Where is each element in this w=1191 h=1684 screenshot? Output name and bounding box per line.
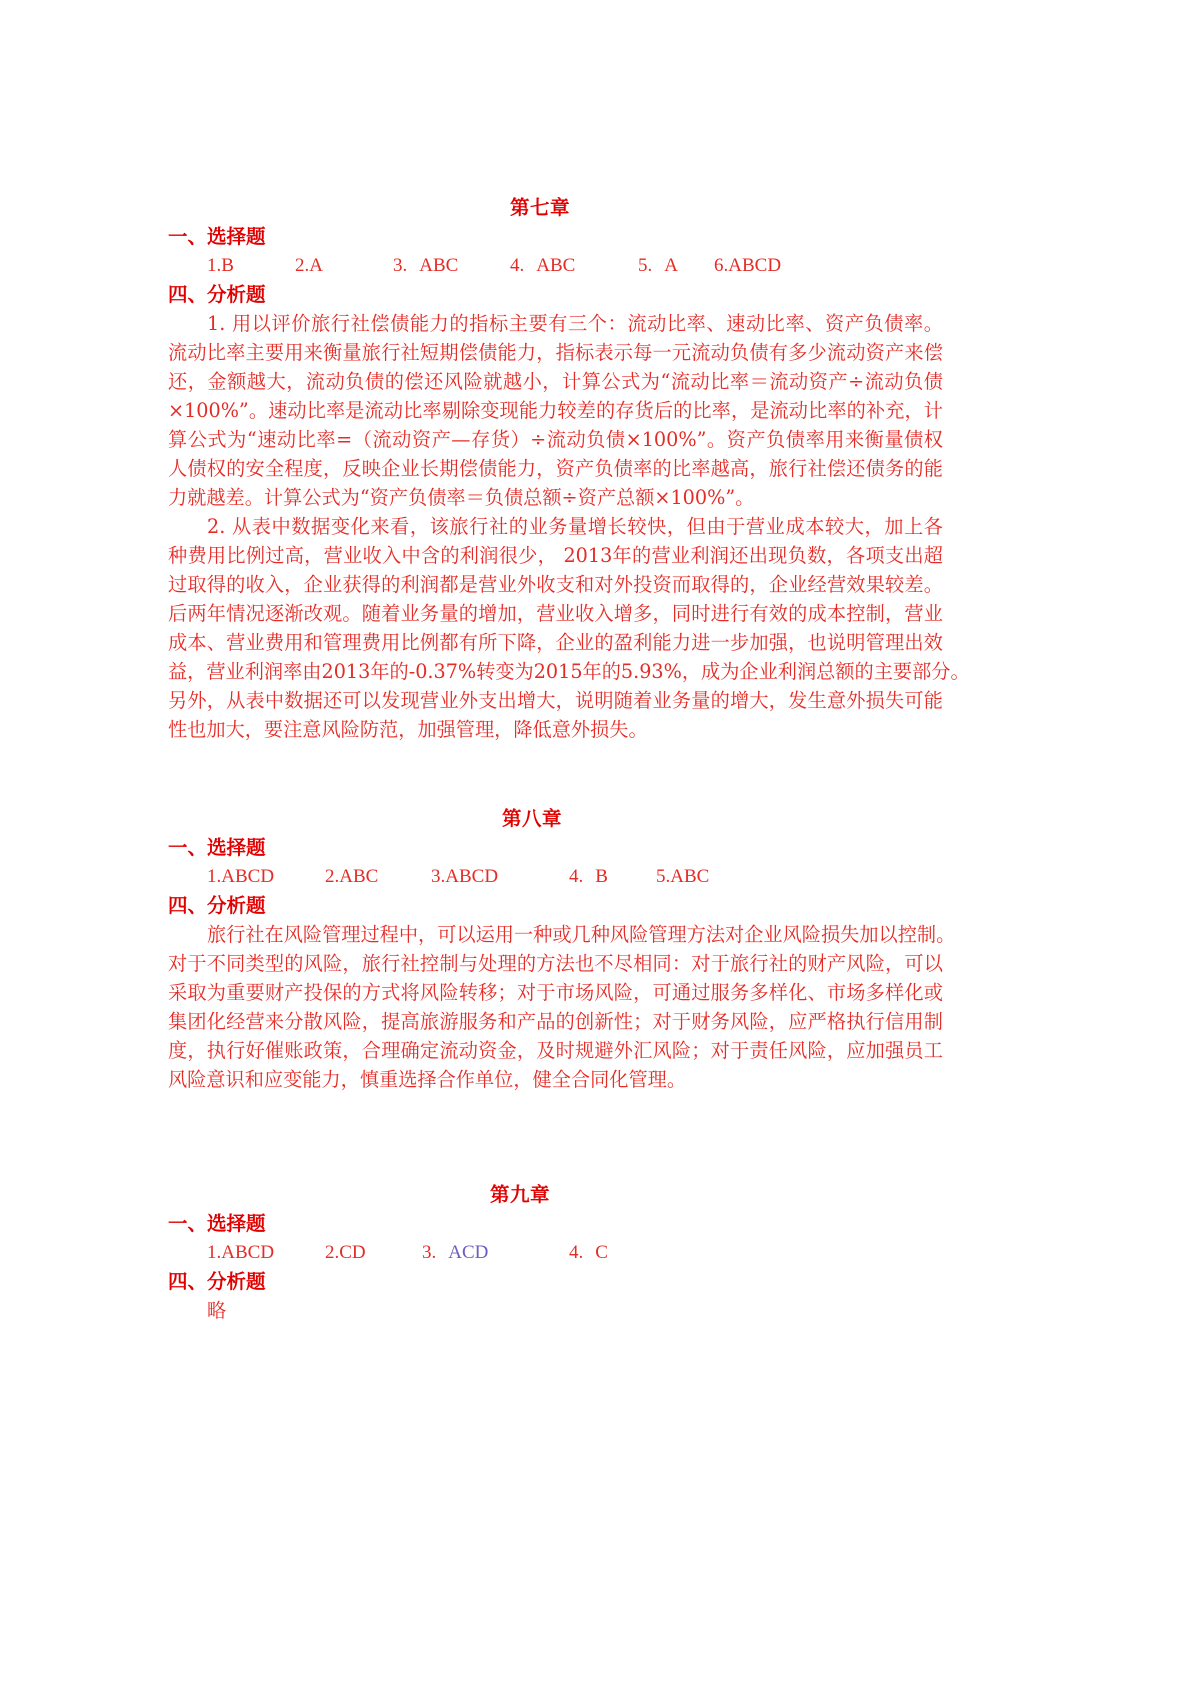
answer-item (510, 251, 575, 280)
answer-item (714, 251, 781, 280)
analysis-heading: 四、分析题 (168, 1270, 266, 1293)
chapter-title-row (168, 193, 943, 222)
paragraph (168, 512, 970, 744)
answer-item (325, 862, 378, 891)
chapter-title: 第七章 (510, 196, 571, 219)
paragraph-line: 算公式为“速动比率=（流动资产—存货）÷流动负债×100%”。资产负债率用来衡量债权 (168, 428, 943, 451)
paragraph-line: ×100%”。速动比率是流动比率剔除变现能力较差的存货后的比率，是流动比率的补充，计 (168, 399, 943, 422)
paragraph-line: 2. 从表中数据变化来看，该旅行社的业务量增长较快，但由于营业成本较大，加上各 (207, 515, 943, 538)
answer-value: ABC (536, 255, 576, 276)
answer-value: B (595, 866, 608, 887)
chapter-title-row (168, 1180, 943, 1209)
paragraph (168, 1296, 943, 1325)
answer-number: 5. (638, 255, 653, 276)
answer-value: ABC (670, 866, 710, 887)
answer-number: 1. (207, 866, 222, 887)
answer-number: 6. (714, 255, 729, 276)
analysis-heading: 四、分析题 (168, 283, 266, 306)
answer-item (569, 1238, 608, 1267)
chapter-title-row (168, 804, 943, 833)
chapter-section (168, 804, 956, 1094)
paragraph-line: 种费用比例过高，营业收入中含的利润很少， 2013年的营业利润还出现负数，各项支出超 (168, 544, 943, 567)
answer-value: ABCD (221, 866, 275, 887)
choice-heading: 一、选择题 (168, 836, 266, 859)
answer-item (431, 862, 498, 891)
paragraph-line: 成本、营业费用和管理费用比例都有所下降，企业的盈利能力进一步加强，也说明管理出效 (168, 631, 943, 654)
paragraph-line: 力就越差。计算公式为“资产负债率＝负债总额÷资产总额×100%”。 (168, 486, 755, 509)
choice-heading: 一、选择题 (168, 225, 266, 248)
answer-row (168, 862, 943, 891)
answer-item (295, 251, 323, 280)
answer-number: 3. (393, 255, 408, 276)
answer-value: ABCD (728, 255, 782, 276)
paragraph-line: 度，执行好催账政策，合理确定流动资金，及时规避外汇风险；对于责任风险，应加强员工 (168, 1039, 943, 1062)
analysis-heading: 四、分析题 (168, 894, 266, 917)
answer-number: 3. (431, 866, 446, 887)
answer-number: 4. (510, 255, 525, 276)
paragraph-line: 益，营业利润率由2013年的-0.37%转变为2015年的5.93%，成为企业利润总额的主要部分。 (168, 660, 970, 683)
paragraph (168, 920, 956, 1094)
answer-value: CD (339, 1242, 366, 1263)
answer-item (393, 251, 458, 280)
paragraph-line: 旅行社在风险管理过程中，可以运用一种或几种风险管理方法对企业风险损失加以控制。 (207, 923, 956, 946)
answer-number: 3. (422, 1242, 437, 1263)
chapter-title: 第八章 (502, 807, 563, 830)
paragraph-line: 后两年情况逐渐改观。随着业务量的增加，营业收入增多，同时进行有效的成本控制，营业 (168, 602, 943, 625)
paragraph-line: 过取得的收入，企业获得的利润都是营业外收支和对外投资而取得的，企业经营效果较差。 (168, 573, 943, 596)
paragraph (168, 309, 943, 512)
answer-value: A (664, 255, 678, 276)
answer-value: C (595, 1242, 608, 1263)
answer-item (207, 1238, 274, 1267)
answer-row (168, 251, 943, 280)
answer-value: ABCD (221, 1242, 275, 1263)
answer-item (422, 1238, 488, 1267)
answer-item (569, 862, 608, 891)
answer-item (325, 1238, 366, 1267)
answer-number: 4. (569, 1242, 584, 1263)
answer-number: 4. (569, 866, 584, 887)
paragraph-line: 对于不同类型的风险，旅行社控制与处理的方法也不尽相同：对于旅行社的财产风险，可以 (168, 952, 943, 975)
answer-value: ABC (339, 866, 379, 887)
answer-number: 1. (207, 1242, 222, 1263)
chapter-section (168, 193, 970, 744)
chapter-title: 第九章 (490, 1183, 551, 1206)
paragraph-line: 集团化经营来分散风险，提高旅游服务和产品的创新性；对于财务风险，应严格执行信用制 (168, 1010, 943, 1033)
answer-number: 5. (656, 866, 671, 887)
answer-item (207, 862, 274, 891)
answer-item (638, 251, 678, 280)
answer-number: 2. (295, 255, 310, 276)
answer-value: B (221, 255, 234, 276)
paragraph-line: 1. 用以评价旅行社偿债能力的指标主要有三个：流动比率、速动比率、资产负债率。 (207, 312, 943, 335)
paragraph-line: 风险意识和应变能力，慎重选择合作单位，健全合同化管理。 (168, 1068, 687, 1091)
answer-value: ABC (419, 255, 459, 276)
paragraph-line: 还，金额越大，流动负债的偿还风险就越小，计算公式为“流动比率＝流动资产÷流动负债 (168, 370, 943, 393)
paragraph-line: 性也加大，要注意风险防范，加强管理，降低意外损失。 (168, 718, 648, 741)
answer-item (207, 251, 234, 280)
answer-value: ABCD (445, 866, 499, 887)
answer-value: A (309, 255, 323, 276)
answer-item (656, 862, 709, 891)
answer-number: 1. (207, 255, 222, 276)
answer-row (168, 1238, 943, 1267)
paragraph-line: 人债权的安全程度，反映企业长期偿债能力，资产负债率的比率越高，旅行社偿还债务的能 (168, 457, 943, 480)
paragraph-line: 略 (207, 1299, 227, 1322)
answer-number: 2. (325, 1242, 340, 1263)
chapter-section (168, 1180, 943, 1325)
answer-number: 2. (325, 866, 340, 887)
answer-value: ACD (448, 1242, 489, 1263)
paragraph-line: 采取为重要财产投保的方式将风险转移；对于市场风险，可通过服务多样化、市场多样化或 (168, 981, 943, 1004)
choice-heading: 一、选择题 (168, 1212, 266, 1235)
paragraph-line: 流动比率主要用来衡量旅行社短期偿债能力，指标表示每一元流动负债有多少流动资产来偿 (168, 341, 943, 364)
paragraph-line: 另外，从表中数据还可以发现营业外支出增大，说明随着业务量的增大，发生意外损失可能 (168, 689, 943, 712)
